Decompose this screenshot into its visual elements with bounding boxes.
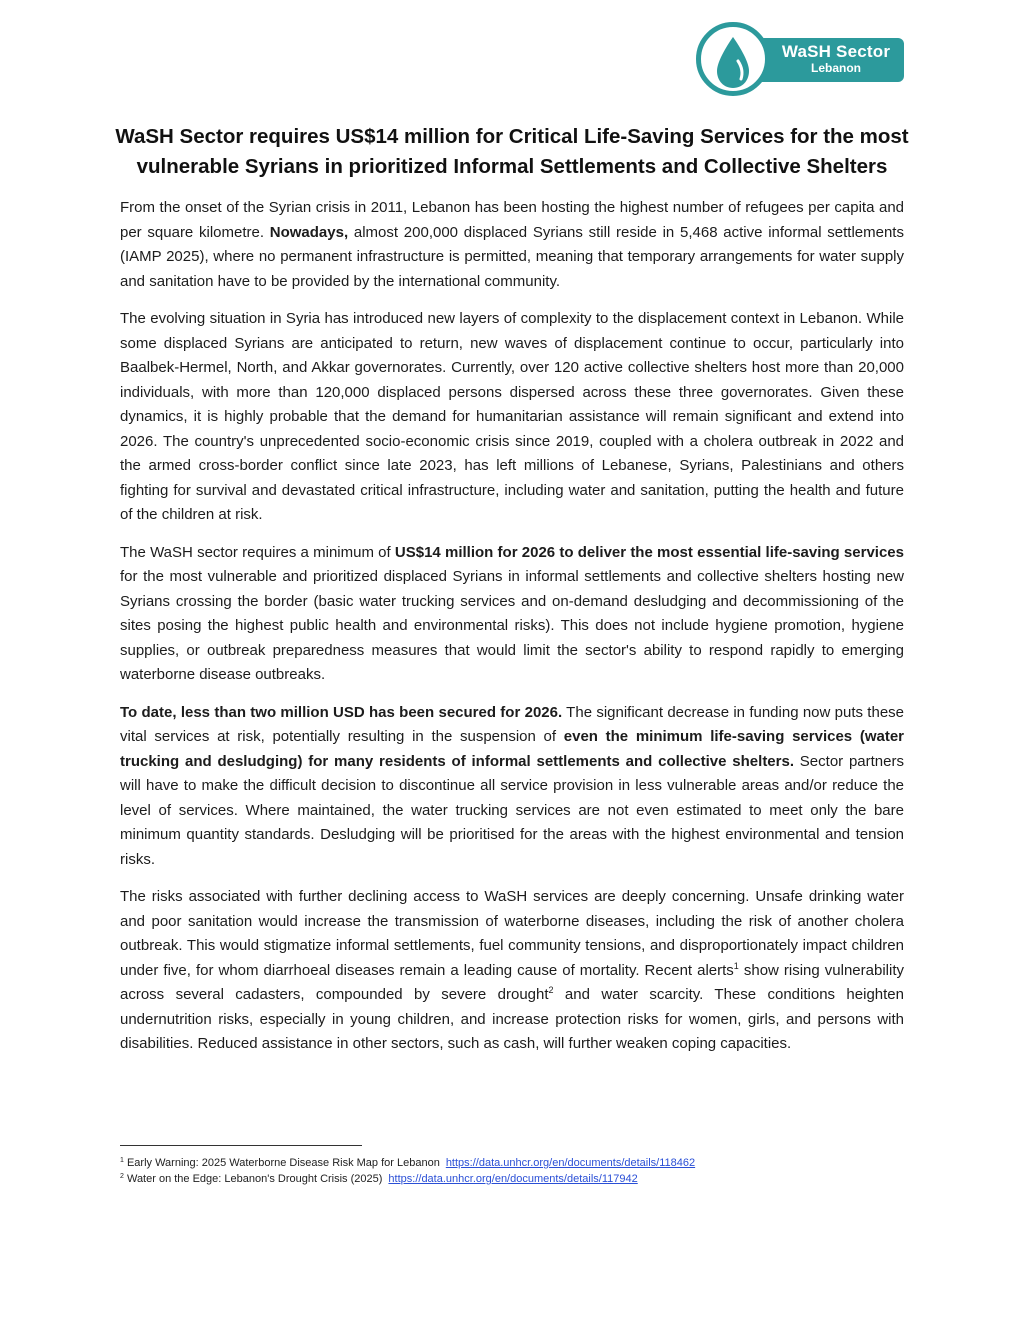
paragraph-3-text-a: The WaSH sector requires a minimum of xyxy=(120,543,395,561)
document-body xyxy=(120,196,904,1070)
footnote-1-text: Early Warning: 2025 Waterborne Disease Risk Map for Lebanon xyxy=(126,1157,440,1169)
document-title xyxy=(110,122,914,182)
paragraph-4-text-b: The significant decrease in funding now puts these vital services at risk, potentially resulting in the suspension of xyxy=(120,703,905,745)
footnote-divider xyxy=(120,1145,362,1146)
footnotes xyxy=(120,1155,904,1187)
paragraph-1-bold: Nowadays, xyxy=(269,223,349,241)
wash-sector-logo xyxy=(696,20,908,104)
paragraph-1 xyxy=(120,196,904,294)
footnote-2 xyxy=(120,1171,904,1187)
paragraph-1-text-a: From the onset of the Syrian crisis in 2011, Lebanon has been hosting the highest number of refugees per capita and per square kilometre. xyxy=(120,199,904,241)
paragraph-1-text-c: almost 200,000 displaced Syrians still reside in 5,468 active informal settlements (IAMP 2025), where no permanent infrastructure is permitted, meaning that temporary arrangements for water supply and sanitation have to be provided by the international community. xyxy=(120,223,904,290)
paragraph-3-text-c: for the most vulnerable and prioritized displaced Syrians in informal settlements and collective shelters hosting new Syrians crossing the border (basic water trucking services and on-demand desludging and decommissioning of the sites posing the highest public health and environmental risks). This does not include hygiene promotion, hygiene supplies, or outbreak preparedness measures that would limit the sector's ability to respond rapidly to emerging waterborne disease outbreaks. xyxy=(120,568,904,683)
paragraph-5-text-b: show rising vulnerability across several cadasters, compounded by severe drought xyxy=(120,961,904,1003)
title-line-1: WaSH Sector requires US$14 million for Critical Life-Saving Services for the most xyxy=(115,125,909,148)
footnote-ref-1[interactable]: 1 xyxy=(733,960,739,971)
paragraph-3 xyxy=(120,541,904,688)
logo-circle xyxy=(696,22,770,96)
footnote-1-link[interactable]: https://data.unhcr.org/en/documents/details/118462 xyxy=(445,1157,696,1169)
footnote-2-number: 2 xyxy=(120,1173,124,1180)
footnote-ref-2[interactable]: 2 xyxy=(548,985,554,995)
paragraph-4-text-d: Sector partners will have to make the difficult decision to discontinue all service provision in less vulnerable areas and/or reduce the level of services. Where maintained, the water trucking services are not even estimated to meet only the bare minimum quantity standards. Desludging will be prioritised for the areas with the highest environmental and tension risks. xyxy=(120,752,904,868)
paragraph-4-bold-a: To date, less than two million USD has been secured for 2026. xyxy=(120,703,563,721)
water-drop-icon xyxy=(711,35,755,91)
logo-badge xyxy=(750,38,904,82)
footnote-1-number: 1 xyxy=(120,1157,124,1164)
logo-subtitle: Lebanon xyxy=(811,61,861,75)
paragraph-2: The evolving situation in Syria has introduced new layers of complexity to the displacement context in Lebanon. While some displaced Syrians are anticipated to return, new waves of displacement continue to occur, particularly into Baalbek-Hermel, North, and Akkar governorates. Currently, over 120 active collective shelters host more than 20,000 individuals, with more than 120,000 displaced persons dispersed across these three governorates. Given these dynamics, it is highly probable that the demand for humanitarian assistance will remain significant and extend into 2026. The country's unprecedented socio-economic crisis since 2019, coupled with a cholera outbreak in 2022 and the armed cross-border conflict since late 2023, has left millions of Lebanese, Syrians, Palestinians and others fighting for survival and devastated critical infrastructure, including water and sanitation, putting the health and future of the children at risk. xyxy=(120,310,904,523)
paragraph-3-bold: US$14 million for 2026 to deliver the most essential life-saving services xyxy=(394,543,904,561)
paragraph-4-bold-c: even the minimum life-saving services (water trucking and desludging) for many residents of informal settlements and collective shelters. xyxy=(120,728,905,770)
footnote-1 xyxy=(120,1155,904,1171)
footnote-2-text: Water on the Edge: Lebanon's Drought Crisis (2025) xyxy=(126,1173,383,1185)
paragraph-5-text-a: The risks associated with further declining access to WaSH services are deeply concerning. Unsafe drinking water and poor sanitation would increase the transmission of waterborne diseases, including the risk of another cholera outbreak. This would stigmatize informal settlements, fuel community tensions, and disproportionately impact children under five, for whom diarrhoeal diseases remain a leading cause of mortality. Recent alerts xyxy=(120,888,904,979)
paragraph-5 xyxy=(120,885,904,1057)
paragraph-5-text-c: and water scarcity. These conditions heighten undernutrition risks, especially in young children, and increase protection risks for women, girls, and persons with disabilities. Reduced assistance in other sectors, such as cash, will further weaken coping capacities. xyxy=(120,986,904,1052)
title-line-2: vulnerable Syrians in prioritized Informal Settlements and Collective Shelters xyxy=(136,155,888,178)
footnote-2-link[interactable]: https://data.unhcr.org/en/documents/details/117942 xyxy=(388,1173,638,1185)
logo-title: WaSH Sector xyxy=(781,42,891,61)
paragraph-4 xyxy=(120,701,904,873)
